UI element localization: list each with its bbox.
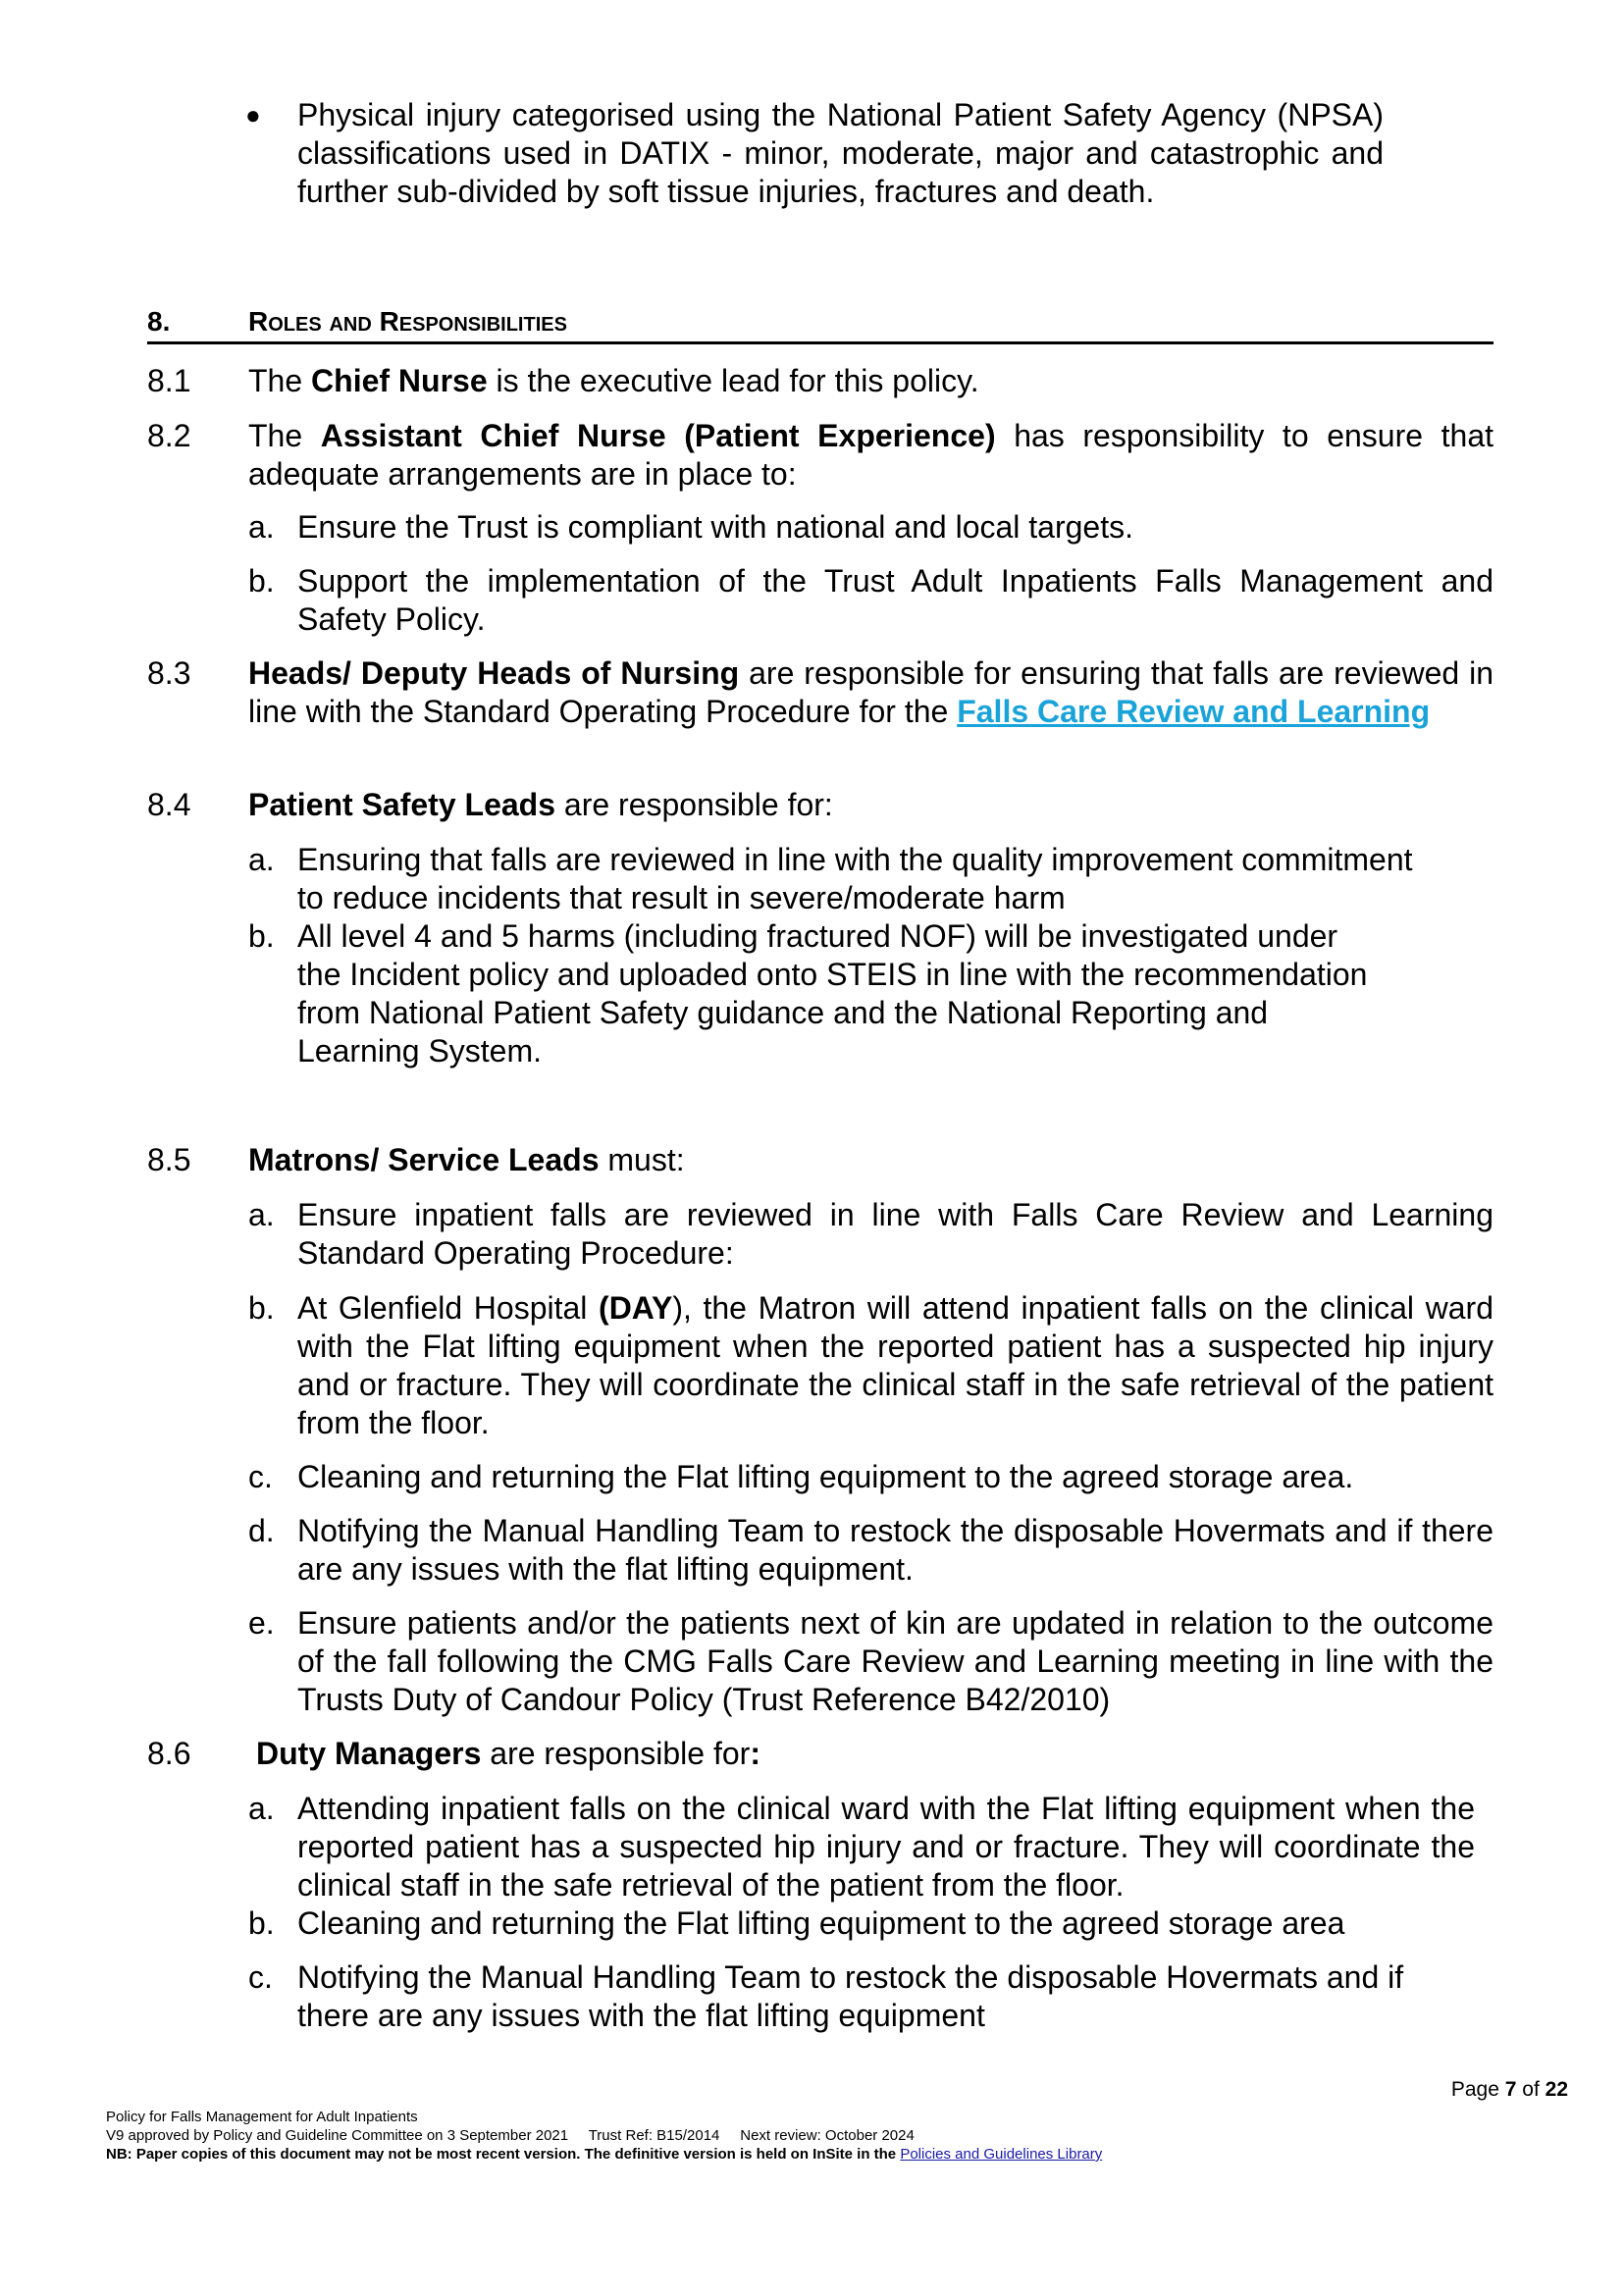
footer-nb: NB: Paper copies of this document may not be most recent version. The definitive version is held on InSite in the Policies and Guidelines Library xyxy=(106,2146,1103,2163)
policies-library-link[interactable]: Policies and Guidelines Library xyxy=(900,2146,1103,2163)
footer-title: Policy for Falls Management for Adult Inpatients xyxy=(106,2109,418,2125)
item-number: 8.3 xyxy=(147,655,191,691)
document-page: ● Physical injury categorised using the National Patient Safety Agency (NPSA) classifications used in DATIX - minor, moderate, major and catastrophic and further sub-divided by soft tissue injuries, fractures and death. 8. Roles and Responsibilities 8.1 The Chief Nurse is the executive lead for this policy. 8.2 The Assistant Chief Nurse (Patient Experience) has responsibility to ensure that adequate arrangements are in place to: a. Ensure the Trust is compliant with national and local targets. b. Support the implementation of the Trust Adult Inpatients Falls Management and Safety Policy. 8.3 Heads/ Deputy Heads of Nursing are responsible for ensuring that falls are reviewed in line with the Standard Operating Procedure for the Falls Care Review and Learning 8.4 Patient Safety Leads are responsible for: a. Ensuring that falls are reviewed in line with the quality improvement commitment to reduce incidents that result in severe/moderate harm b. All level 4 and 5 harms (including fractured NOF) will be investigated under the Incident policy and uploaded onto STEIS in line with the recommendation from National Patient Safety guidance and the National Reporting and Learning System. 8.5 Matrons/ Service Leads must: a. Ensure inpatient falls are reviewed in line with Falls Care Review and Learning Standard Operating Procedure: b. At Glenfield Hospital (DAY), the Matron will attend inpatient falls on the clinical ward with the Flat lifting equipment when the reported patient has a suspected hip injury and or fracture. They will coordinate the clinical staff in the safe retrieval of the patient from the floor. c. Cleaning and returning the Flat lifting equipment to the agreed storage area. d. Notifying the Manual Handling Team to restock the disposable Hovermats and if there are any issues with the flat lifting equipment. e. Ensure patients and/or the patients next of kin are updated in relation to the outcome of the fall following the CMG Falls Care Review and Learning meeting in line with the Trusts Duty of Candour Policy (Trust Reference B42/2010) 8.6 Duty Managers are responsible for: a. Attending inpatient falls on the clinical ward with the Flat lifting equipment when the reported patient has a suspected hip injury and or fracture. They will coordinate the clinical staff in the safe retrieval of the patient from the floor. b. Cleaning and returning the Flat lifting equipment to the agreed storage area c. Notifying the Manual Handling Team to restock the disposable Hovermats and if there are any issues with the flat lifting equipment Page 7 of 22 Policy for Falls Management for Adult Inpatients V9 approved by Policy and Guideline Committee on 3 September 2021 Trust Ref: B15/2014 Next review: October 2024 NB: Paper copies of this document may not be most recent version. The definitive version is held on InSite in the Policies and Guidelines Library xyxy=(106,97,1568,2163)
item-number: 8.5 xyxy=(147,1142,191,1177)
item-text: The Chief Nurse is the executive lead for this policy. xyxy=(248,363,979,398)
footer xyxy=(106,2108,1102,2164)
page-number: Page 7 of 22 xyxy=(1450,2078,1568,2101)
section-number: 8. xyxy=(147,306,171,337)
item-text: Duty Managers are responsible for: xyxy=(256,1736,760,1771)
item-text: Matrons/ Service Leads must: xyxy=(248,1142,685,1177)
item-number: 8.4 xyxy=(147,787,191,822)
section-heading xyxy=(147,302,1493,344)
item-text: Patient Safety Leads are responsible for: xyxy=(248,787,833,822)
item-number: 8.1 xyxy=(147,363,191,398)
section-title: Roles and Responsibilities xyxy=(248,306,567,337)
falls-care-review-link[interactable]: Falls Care Review and Learning xyxy=(957,694,1431,729)
item-number: 8.6 xyxy=(147,1736,191,1771)
footer-approval: V9 approved by Policy and Guideline Committee on 3 September 2021 Trust Ref: B15/2014 Next review: October 2024 xyxy=(106,2127,915,2144)
item-text: Heads/ Deputy Heads of Nursing are responsible for ensuring that falls are reviewed in line with the Standard Operating Procedure for the Falls Care Review and Learning xyxy=(248,655,1494,729)
item-number: 8.2 xyxy=(147,418,191,453)
bullet-icon: ● xyxy=(245,100,261,130)
bullet-text: Physical injury categorised using the National Patient Safety Agency (NPSA) classifications used in DATIX - minor, moderate, major and catastrophic and further sub-divided by soft tissue injuries, fractures and death. xyxy=(297,97,1384,209)
item-text: The Assistant Chief Nurse (Patient Experience) has responsibility to ensure that adequate arrangements are in place to: xyxy=(248,418,1494,492)
